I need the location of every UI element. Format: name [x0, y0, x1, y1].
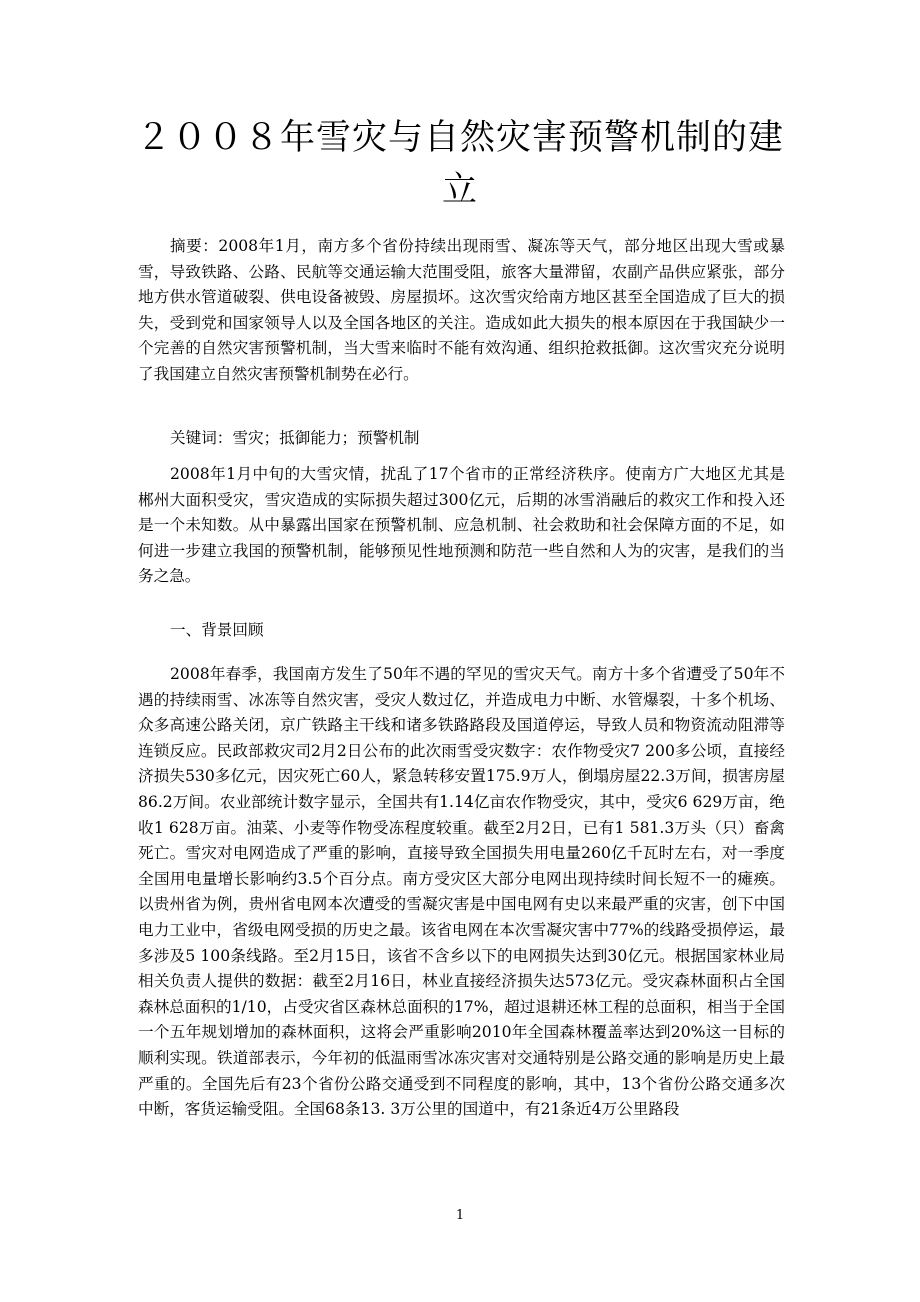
- section-heading: 一、背景回顾: [170, 621, 264, 639]
- intro-paragraph: 2008年1月中旬的大雪灾情，扰乱了17个省市的正常经济秩序。使南方广大地区尤其是郴州大面积受灾，雪灾造成的实际损失超过300亿元，后期的冰雪消融后的救灾工作和投入还是一个未知数。从中暴露出国家在预警机制、应急机制、社会救助和社会保障方面的不足，如何进一步建立我国的预警机制，能够预见性地预测和防范一些自然和人为的灾害，是我们的当务之急。: [138, 465, 785, 586]
- keywords-paragraph: 关键词：雪灾；抵御能力；预警机制: [170, 429, 420, 447]
- abstract-paragraph: 摘要：2008年1月，南方多个省份持续出现雨雪、凝冻等天气，部分地区出现大雪或暴雪，导致铁路、公路、民航等交通运输大范围受阻，旅客大量滞留，农副产品供应紧张，部分地方供水管道破裂、供电设备被毁、房屋损坏。这次雪灾给南方地区甚至全国造成了巨大的损失，受到党和国家领导人以及全国各地区的关注。造成如此大损失的根本原因在于我国缺少一个完善的自然灾害预警机制，当大雪来临时不能有效沟通、组织抢救抵御。这次雪灾充分说明了我国建立自然灾害预警机制势在必行。: [138, 237, 785, 383]
- page-number: 1: [455, 1208, 465, 1223]
- section-body-paragraph: 2008年春季，我国南方发生了50年不遇的罕见的雪灾天气。南方十多个省遭受了50年不遇的持续雨雪、冰冻等自然灾害，受灾人数过亿，并造成电力中断、水管爆裂，十多个机场、众多高速公路关闭，京广铁路主干线和诸多铁路路段及国道停运，导致人员和物资流动阻滞等连锁反应。民政部救灾司2月2日公布的此次雨雪受灾数字：农作物受灾7 200多公顷，直接经济损失530多亿元，因灾死亡60人，紧急转移安置175.9万人，倒塌房屋22.3万间，损害房屋86.2万间。农业部统计数字显示，全国共有1.14亿亩农作物受灾，其中，受灾6 629万亩，绝收1 628万亩。油菜、小麦等作物受冻程度较重。截至2月2日，已有1 581.3万头（只）畜禽死亡。雪灾对电网造成了严重的影响，直接导致全国损失用电量260亿千瓦时左右，对一季度全国用电量增长影响约3.5个百分点。南方受灾区大部分电网出现持续时间长短不一的瘫痪。以贵州省为例，贵州省电网本次遭受的雪凝灾害是中国电网有史以来最严重的灾害，创下中国电力工业中，省级电网受损的历史之最。该省电网在本次雪凝灾害中77%的线路受损停运，最多涉及5 100条线路。至2月15日，该省不含乡以下的电网损失达到30亿元。根据国家林业局相关负责人提供的数据：截至2月16日，林业直接经济损失达573亿元。受灾森林面积占全国森林总面积的1/10，占受灾省区森林总面积的17%，超过退耕还林工程的总面积，相当于全国一个五年规划增加的森林面积，这将会严重影响2010年全国森林覆盖率达到20%这一目标的顺利实现。铁道部表示，今年初的低温雨雪冰冻灾害对交通特别是公路交通的影响是历史上最严重的。全国先后有23个省份公路交通受到不同程度的影响，其中，13个省份公路交通多次中断，客货运输受阻。全国68条13. 3万公里的国道中，有21条近4万公里路段: [138, 665, 785, 1119]
- document-title: ２００８年雪灾与自然灾害预警机制的建立: [135, 118, 784, 210]
